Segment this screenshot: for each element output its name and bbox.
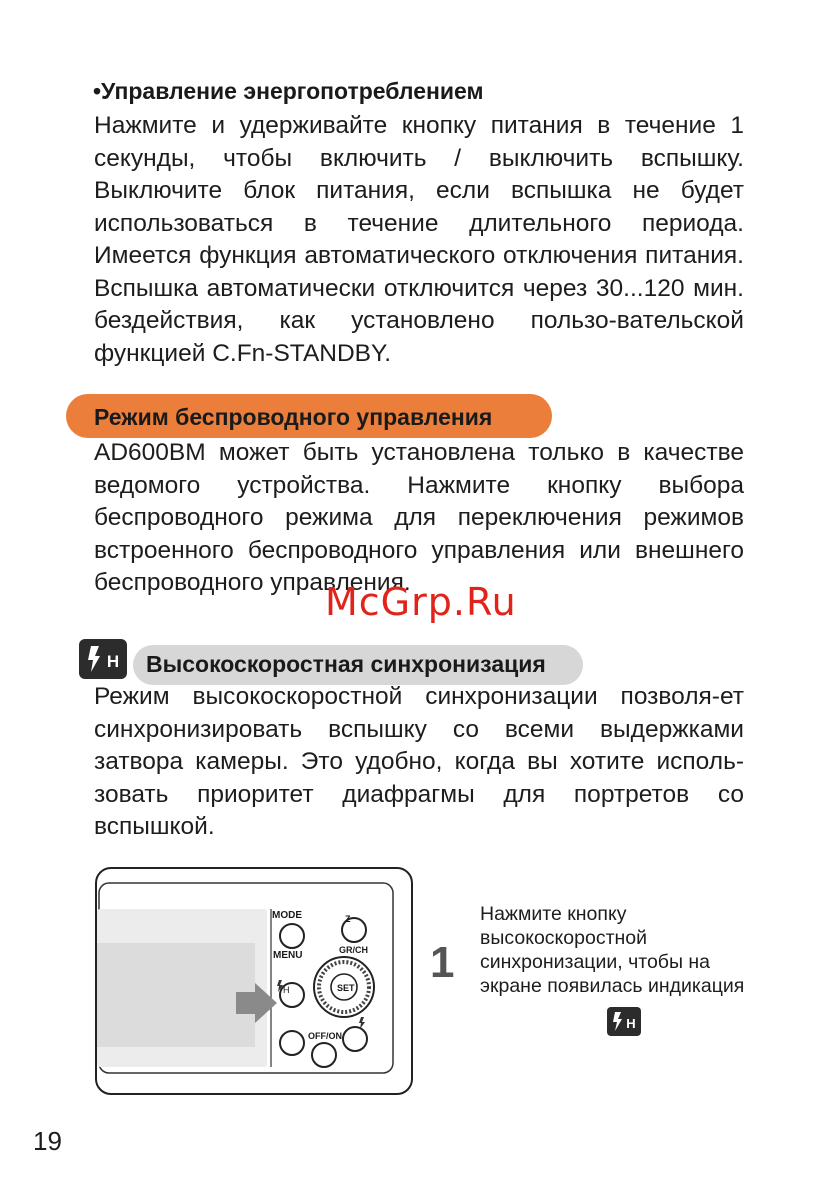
mode-label: MODE	[272, 910, 302, 921]
svg-text:H: H	[106, 652, 120, 671]
page-number: 19	[33, 1126, 62, 1156]
power-management-heading: •Управление энергопотреблением	[93, 78, 484, 104]
high-speed-sync-text: Режим высокоскоростной синхронизации позволя-ет синхронизировать вспышку со всеми выдержками затвора камеры. Это удобно, когда вы хотите исполь-зовать приоритет диафрагмы для портретов со вспышкой.	[94, 683, 744, 840]
offon-label: OFF/ON	[308, 1031, 342, 1041]
watermark: McGrp.Ru	[325, 580, 517, 624]
zoom-label: Z	[345, 914, 351, 924]
hs-label: H	[283, 985, 290, 995]
grch-label: GR/CH	[339, 945, 368, 955]
power-management-text: Нажмите и удерживайте кнопку питания в течение 1 секунды, чтобы включить / выключить вспышку. Выключите блок питания, если вспышка не будет использоваться в течение длительного периода. Имеется функция автоматического отключения питания. Вспышка автоматически отключится через 30...120 мин. бездействия, как установлено пользо-вательской функцией C.Fn-STANDBY.	[94, 112, 744, 367]
step-instruction: Нажмите кнопку высокоскоростной синхронизации, чтобы на экране появилась индикация	[480, 903, 745, 997]
step-number: 1	[430, 938, 455, 987]
wireless-control-text: AD600BM может быть установлена только в качестве ведомого устройства. Нажмите кнопку выбора беспроводного режима для переключения режимов встроенного беспроводного управления или внешнего беспроводного управления.	[94, 439, 744, 596]
svg-text:H: H	[626, 1016, 636, 1031]
wireless-control-heading: Режим беспроводного управления	[94, 404, 493, 430]
flash-control-panel-illustration	[95, 867, 413, 1095]
high-speed-sync-icon	[79, 639, 127, 679]
high-speed-sync-indicator-icon	[607, 1007, 641, 1036]
set-label: SET	[337, 983, 355, 993]
high-speed-sync-heading: Высокоскоростная синхронизация	[146, 651, 546, 677]
menu-label: MENU	[273, 950, 303, 961]
